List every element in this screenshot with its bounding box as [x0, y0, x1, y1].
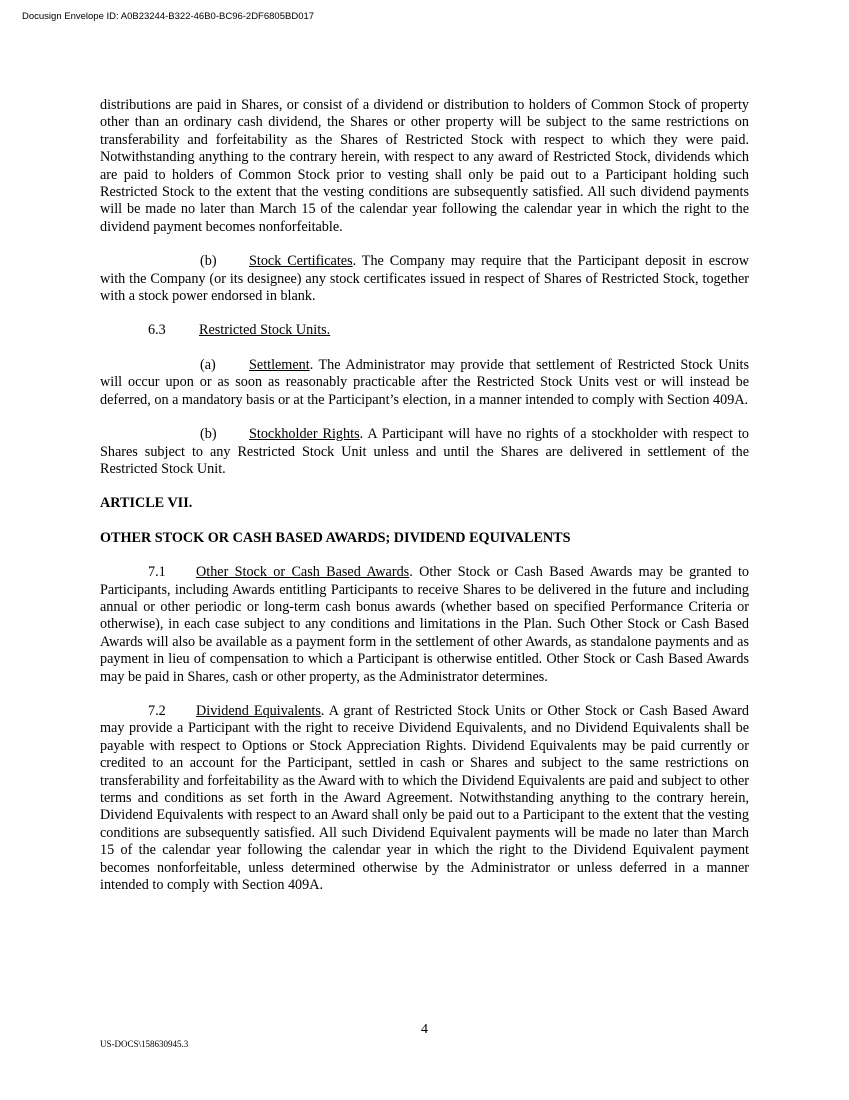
subsection-title: Settlement — [249, 356, 310, 373]
section-text: . A grant of Restricted Stock Units or Other Stock or Cash Based Award may provide a Participant with the right to receive Dividend Equivalents, and no Dividend Equivalents shall be payable with respect to Options or Stock Appreciation Rights. Dividend Equivalents may be paid currently or credited to an account for the Participant, settled in cash or Shares and subject to the same restrictions on transferability and forfeitability as the Award with to which the Dividend Equivalents are paid and subject to other terms and conditions as set forth in the Award Agreement. Notwithstanding anything to the contrary herein, Dividend Equivalents with respect to an Award shall only be paid out to a Participant to the extent that the vesting conditions are subsequently satisfied. All such Dividend Equivalent payments will be made no later than March 15 of the calendar year following the calendar year in which the right to the Dividend Equivalent payment becomes nonforfeitable, unless determined otherwise by the Administrator or unless deferred in a manner intended to comply with Section 409A. — [100, 702, 749, 894]
paragraph-stock-certificates — [100, 253, 749, 305]
article-number: ARTICLE VII. — [100, 495, 193, 512]
subsection-text: . The Administrator may provide that settlement of Restricted Stock Units will occur upon or as soon as reasonably practicable after the Restricted Stock Units vest or will instead be deferred, on a mandatory basis or at the Participant’s election, in a manner intended to comply with Section 409A. — [100, 356, 749, 408]
subsection-text: . The Company may require that the Participant deposit in escrow with the Company (or its designee) any stock certificates issued in respect of Shares of Restricted Stock, together with a stock power endorsed in blank. — [100, 253, 749, 305]
section-number: 7.1 — [148, 564, 166, 581]
envelope-id: Docusign Envelope ID: A0B23244-B322-46B0-BC96-2DF6805BD017 — [22, 11, 315, 22]
subsection-label: (b) — [200, 253, 217, 270]
section-text: . Other Stock or Cash Based Awards may be granted to Participants, including Awards entitling Participants to receive Shares to be delivered in the future and including annual or other periodic or long-term cash bonus awards (whether based on specified Performance Criteria or otherwise), in each case subject to any conditions and limitations in the Plan. Such Other Stock or Cash Based Awards will also be available as a payment form in the settlement of other Awards, as standalone payments and as payment in lieu of compensation to which a Participant is otherwise entitled. Other Stock or Cash Based Awards may be paid in Shares, cash or other property, as the Administrator determines. — [100, 564, 750, 685]
paragraph-settlement — [100, 357, 749, 409]
paragraph-stockholder-rights — [100, 426, 749, 478]
document-body — [100, 97, 749, 911]
subsection-title: Stockholder Rights — [249, 426, 360, 443]
document-id: US-DOCS\158630945.3 — [100, 1039, 189, 1049]
subsection-label: (a) — [200, 356, 216, 373]
section-number: 6.3 — [148, 322, 166, 339]
paragraph-section-7-1 — [100, 564, 749, 686]
article-title: OTHER STOCK OR CASH BASED AWARDS; DIVIDEND EQUIVALENTS — [100, 529, 571, 546]
page-number: 4 — [421, 1022, 428, 1037]
paragraph-dividend-distributions: distributions are paid in Shares, or consist of a dividend or distribution to holders of Common Stock of property other than an ordinary cash dividend, the Shares or other property will be subject to the same restrictions on transferability and forfeitability as the Shares of Restricted Stock with respect to which they were paid. Notwithstanding anything to the contrary herein, with respect to any award of Restricted Stock, dividends which are paid to holders of Common Stock prior to vesting shall only be paid out to a Participant holding such Restricted Stock to the extent that the vesting conditions are subsequently satisfied. All such dividend payments will be made no later than March 15 of the calendar year following the calendar year in which the right to the dividend payment becomes nonforfeitable. — [100, 97, 749, 235]
section-title: Dividend Equivalents — [196, 702, 321, 719]
article-heading — [100, 495, 749, 547]
section-title: Other Stock or Cash Based Awards — [196, 564, 410, 581]
paragraph-section-7-2 — [100, 703, 749, 894]
section-6-3-heading — [100, 322, 749, 339]
subsection-text: . A Participant will have no rights of a stockholder with respect to Shares subject to any Restricted Stock Unit unless and until the Shares are delivered in settlement of the Restricted Stock Unit. — [100, 426, 749, 477]
section-title: Restricted Stock Units. — [199, 322, 331, 339]
subsection-label: (b) — [200, 426, 217, 443]
subsection-title: Stock Certificates — [249, 253, 353, 270]
section-number: 7.2 — [148, 702, 166, 719]
